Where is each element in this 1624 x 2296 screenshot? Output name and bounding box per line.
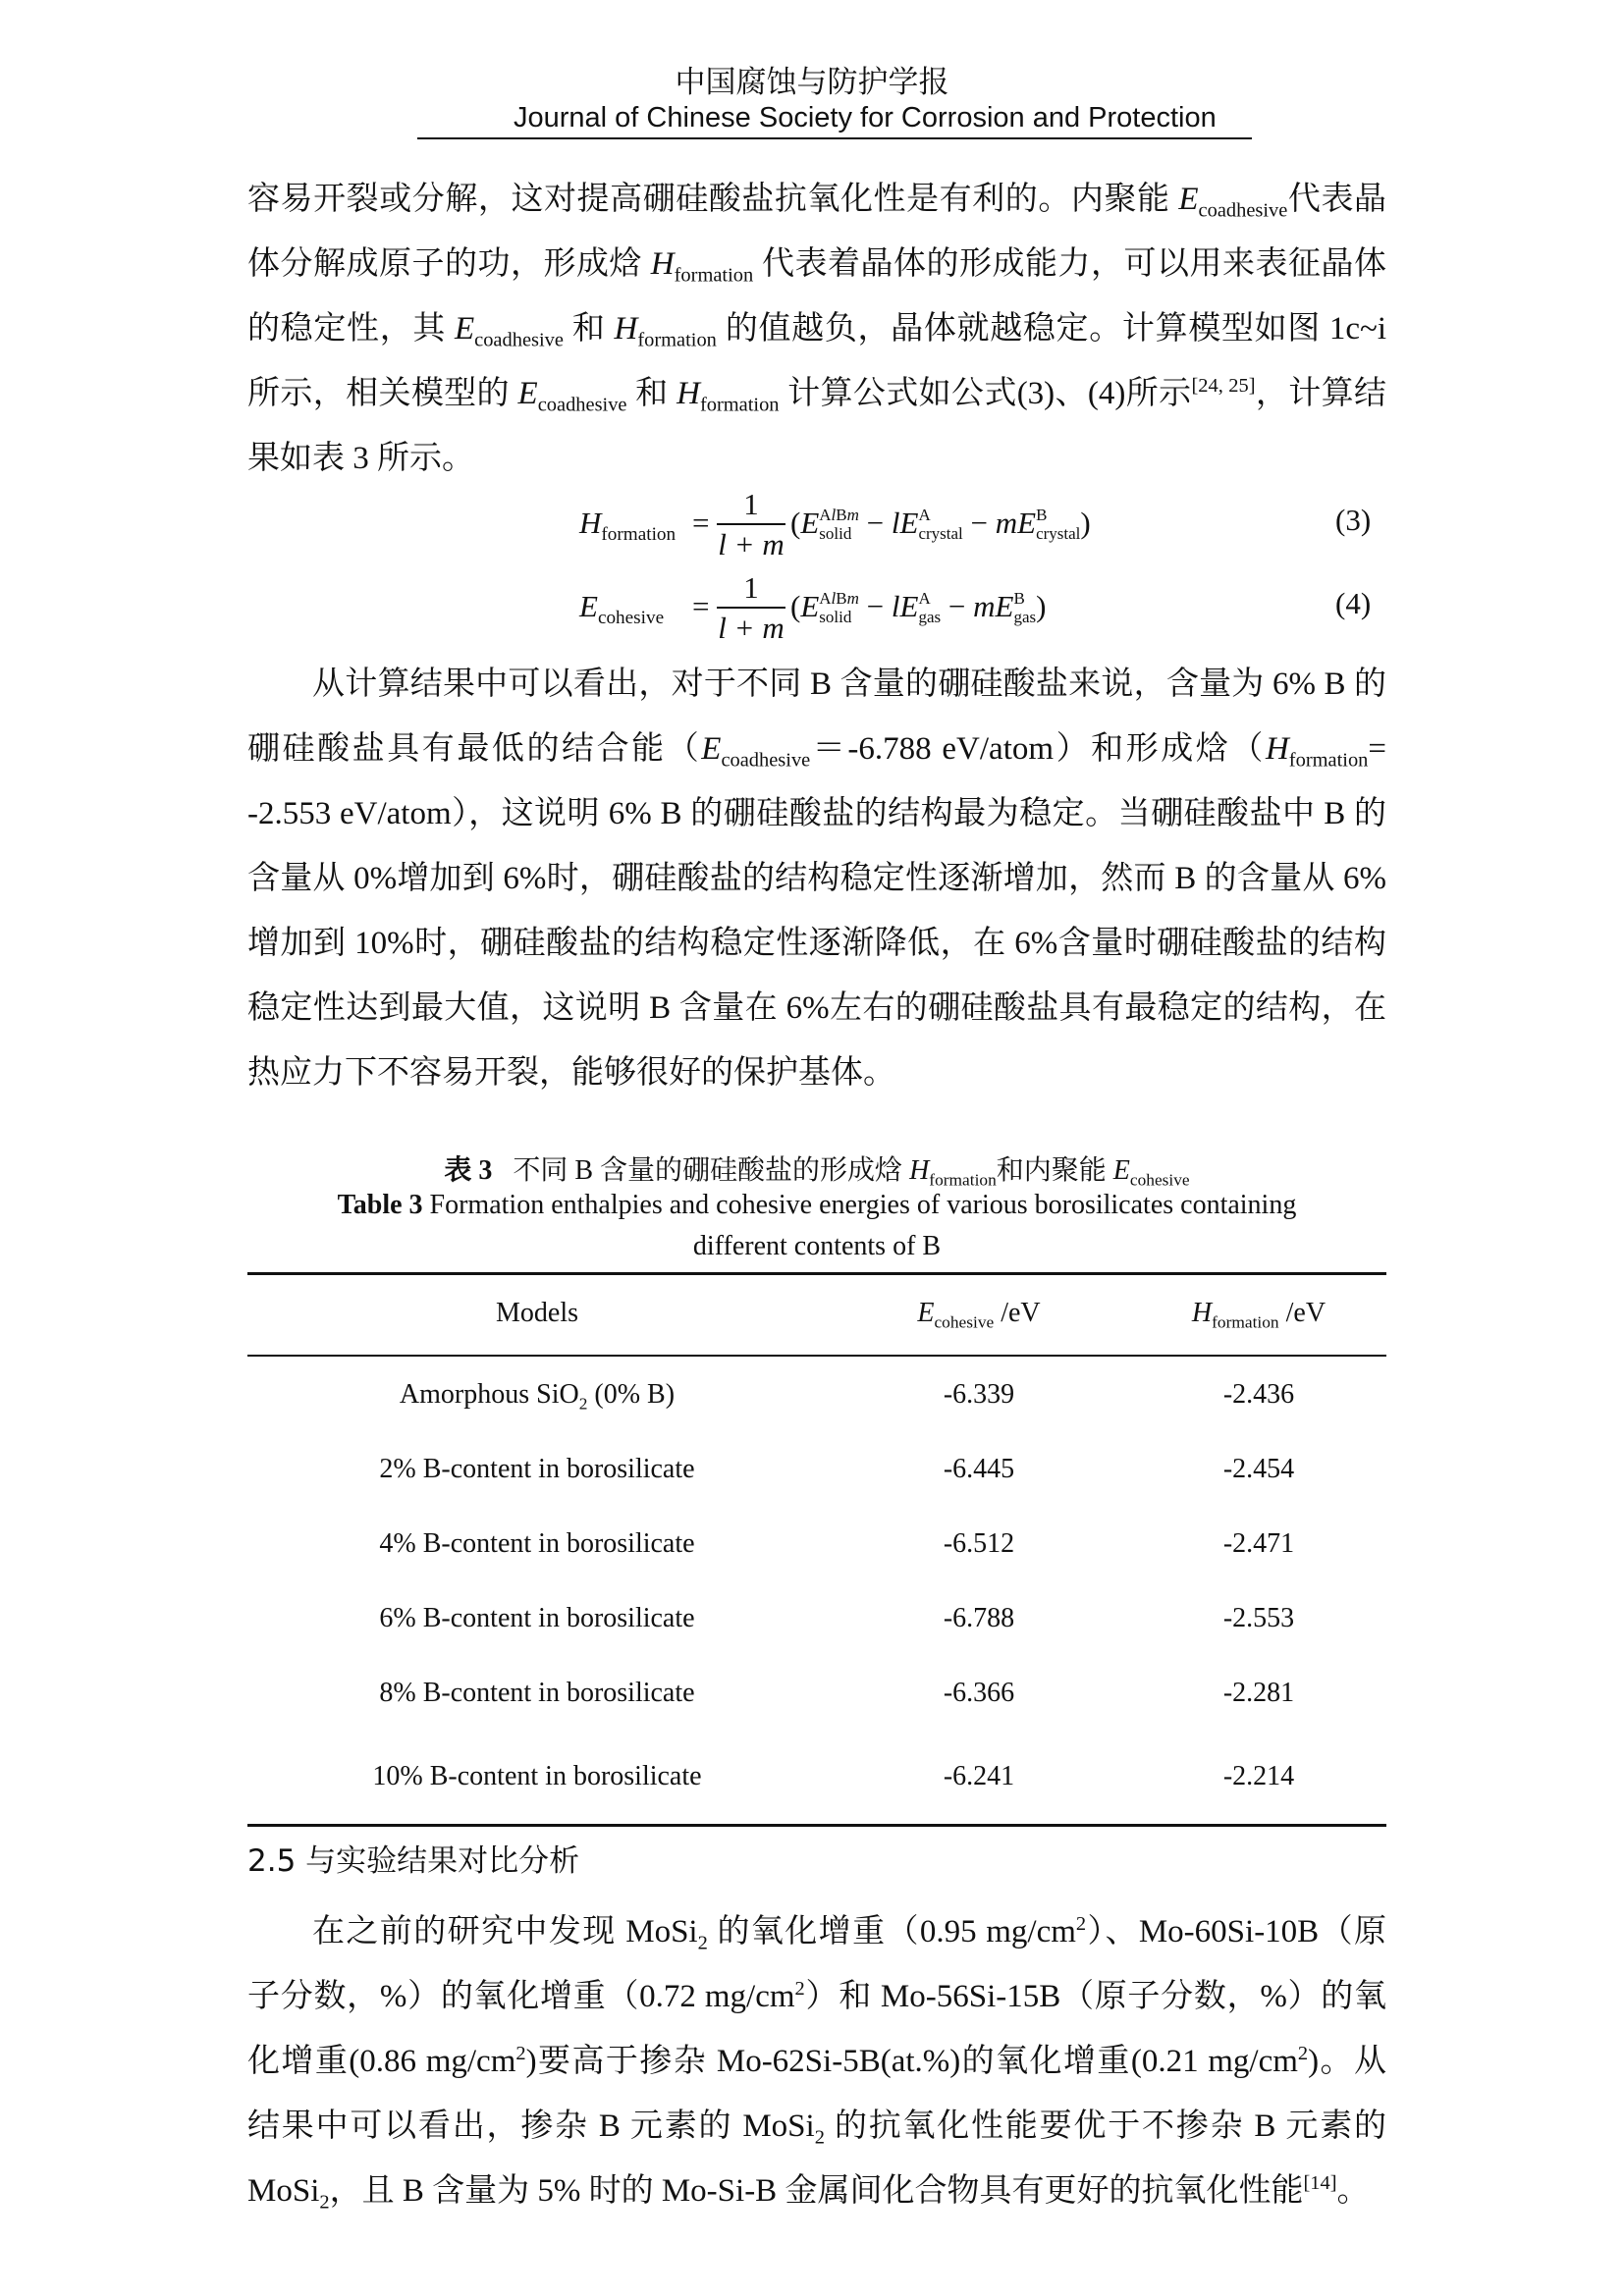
- numerator: 1: [717, 486, 785, 525]
- superscript: A: [819, 506, 832, 524]
- denominator: l + m: [718, 611, 785, 645]
- superscript: B: [1036, 506, 1048, 524]
- superscript: 2: [1297, 2043, 1309, 2064]
- subscript: cohesive: [1129, 1170, 1190, 1190]
- journal-title-english: Journal of Chinese Society for Corrosion and Protection: [514, 102, 1217, 133]
- symbol-e: E: [995, 589, 1014, 623]
- superscript: A: [918, 506, 931, 524]
- text-span: ）、Mo-60Si-10B（原子分数，%）的氧化增重（0.72 mg/cm: [247, 1914, 1386, 2014]
- table-row-cohesive: -6.445: [943, 1454, 1015, 1484]
- superscript: 2: [1075, 1913, 1087, 1935]
- sup-sub-stack: [819, 589, 859, 626]
- text-span: 的氧化增重（0.95 mg/cm: [707, 1914, 1076, 1949]
- text-span: 代表着晶体的形成能力，可以用来表征晶体的稳定性，其: [247, 246, 1387, 347]
- text-span: 。: [1336, 2173, 1370, 2209]
- table-caption-english-line-2: different contents of B: [692, 1231, 942, 1261]
- symbol-e: E: [899, 589, 919, 623]
- table-row-model: 4% B-content in borosilicate: [379, 1528, 695, 1559]
- paren: (: [790, 506, 801, 540]
- text-span: 的抗氧化性能要优于不掺杂 B 元素的 MoSi: [247, 2109, 1387, 2209]
- paragraph-results-discussion: [247, 652, 1386, 1105]
- sup-sub-stack: [1036, 506, 1080, 543]
- numerator: 1: [717, 569, 785, 609]
- table-header-cohesive: [827, 1298, 1131, 1332]
- sup-sub-stack: [918, 506, 962, 543]
- coefficient: l: [891, 506, 900, 540]
- superscript: 2: [794, 1978, 805, 2000]
- equation-number-4: (4): [1335, 586, 1372, 620]
- subscript-coadhesive: coadhesive: [1198, 199, 1288, 222]
- superscript: l: [831, 506, 837, 524]
- table-caption-chinese: [247, 1148, 1386, 1188]
- fraction: [717, 569, 785, 648]
- subscript: 2: [697, 1932, 708, 1954]
- symbol-e: E: [1178, 182, 1199, 217]
- text-span: 代表晶体分解成原子的功，形成焓: [247, 182, 1387, 282]
- coefficient: m: [995, 506, 1018, 540]
- equation-rhs: [790, 506, 1091, 543]
- text-span: 的值越负，晶体就越稳定。计算模型如图 1c~i 所示，相关模型的: [247, 311, 1387, 411]
- text-span: ＝-6.788 eV/atom）和形成焓（: [810, 731, 1266, 767]
- subscript-coadhesive: coadhesive: [474, 329, 564, 351]
- subscript-formation: formation: [699, 394, 780, 416]
- coefficient: m: [973, 589, 996, 623]
- fraction: [717, 486, 785, 564]
- symbol-h: H: [1265, 731, 1289, 767]
- unit: /eV: [994, 1298, 1041, 1328]
- symbol-e: E: [517, 376, 538, 411]
- table-bottom-rule: [247, 1824, 1386, 1827]
- table-row-cohesive: -6.339: [943, 1379, 1015, 1410]
- equation-number-3: (3): [1335, 503, 1372, 537]
- citation: [14]: [1303, 2172, 1337, 2194]
- unit: /eV: [1278, 1298, 1326, 1328]
- superscript: l: [831, 589, 837, 608]
- text-span: 和: [563, 311, 615, 347]
- table-row-model: 10% B-content in borosilicate: [372, 1761, 702, 1791]
- superscript: B: [836, 589, 847, 608]
- equals-sign: =: [692, 506, 710, 540]
- minus-sign: −: [858, 589, 892, 623]
- subscript: crystal: [1036, 524, 1081, 543]
- symbol-e: E: [1017, 506, 1037, 540]
- subscript: 2: [578, 1394, 588, 1414]
- table-top-rule: [247, 1272, 1386, 1275]
- text-span: ，计算结果如表 3 所示。: [247, 376, 1387, 476]
- table-row-cohesive: -6.241: [943, 1761, 1015, 1791]
- table-caption-english-line-1: [247, 1190, 1386, 1221]
- subscript: cohesive: [934, 1312, 995, 1332]
- superscript: m: [846, 589, 859, 608]
- paren: ): [1036, 589, 1047, 623]
- table-row-cohesive: -6.788: [943, 1603, 1015, 1633]
- table-row-formation: -2.454: [1222, 1454, 1295, 1484]
- subscript-formation: formation: [674, 264, 754, 287]
- symbol-e: E: [701, 731, 722, 767]
- subscript: solid: [819, 608, 852, 626]
- symbol-h: H: [1191, 1298, 1213, 1328]
- table-row-cohesive: -6.512: [943, 1528, 1015, 1559]
- text-span: Amorphous SiO: [399, 1379, 579, 1410]
- table-header-formation: [1131, 1298, 1386, 1332]
- symbol-h: H: [909, 1155, 930, 1186]
- sup-sub-stack: [918, 589, 941, 626]
- table-header-models: Models: [496, 1298, 578, 1328]
- section-heading: 2.5 与实验结果对比分析: [247, 1843, 580, 1879]
- coefficient: l: [891, 589, 900, 623]
- table-row-model: 8% B-content in borosilicate: [379, 1678, 695, 1708]
- text-span: 容易开裂或分解，这对提高硼硅酸盐抗氧化性是有利的。内聚能: [247, 182, 1179, 217]
- minus-sign: −: [941, 589, 974, 623]
- symbol-e: E: [899, 506, 919, 540]
- subscript: cohesive: [597, 608, 665, 629]
- table-row-cohesive: -6.366: [943, 1678, 1015, 1708]
- sup-sub-stack: [1013, 589, 1036, 626]
- table-label: Table 3: [337, 1190, 423, 1220]
- text-span: 和: [626, 376, 677, 411]
- text-span: Formation enthalpies and cohesive energies of various borosilicates containing: [422, 1190, 1297, 1220]
- table-row-model: 6% B-content in borosilicate: [379, 1603, 695, 1633]
- superscript: B: [1013, 589, 1025, 608]
- equation-lhs: [579, 589, 665, 629]
- subscript: formation: [929, 1170, 997, 1190]
- table-row-formation: -2.214: [1222, 1761, 1295, 1791]
- symbol-h: H: [650, 246, 675, 282]
- superscript: 2: [515, 2043, 526, 2064]
- superscript: B: [836, 506, 847, 524]
- text-span: 不同 B 含量的硼硅酸盐的形成焓: [513, 1155, 910, 1186]
- paren: (: [790, 589, 801, 623]
- text-span: 在之前的研究中发现 MoSi: [312, 1914, 698, 1949]
- equation-rhs: [790, 589, 1046, 626]
- symbol-h: H: [677, 376, 700, 411]
- symbol-e: E: [454, 311, 475, 347]
- equation-lhs: [579, 506, 677, 546]
- header-underline: [417, 137, 1252, 139]
- symbol-e: E: [1112, 1155, 1130, 1186]
- table-label: 表 3: [444, 1155, 493, 1186]
- symbol-e: E: [917, 1298, 935, 1328]
- table-row-formation: -2.281: [1222, 1678, 1295, 1708]
- superscript: A: [819, 589, 832, 608]
- subscript: gas: [1013, 608, 1037, 626]
- symbol-h: H: [614, 311, 638, 347]
- text-span: 从计算结果中可以看出，对于不同 B 含量的硼硅酸盐来说，含量为 6% B 的硼硅酸盐具有最低的结合能（: [247, 667, 1386, 767]
- paragraph-experimental-comparison: [247, 1899, 1386, 2223]
- subscript-formation: formation: [637, 329, 717, 351]
- table-row-model: 2% B-content in borosilicate: [379, 1454, 695, 1484]
- symbol-e: E: [800, 506, 820, 540]
- equals-sign: =: [692, 589, 710, 623]
- paren: ): [1080, 506, 1091, 540]
- superscript: A: [918, 589, 931, 608]
- symbol-e: E: [800, 589, 820, 623]
- table-header-rule: [247, 1355, 1386, 1357]
- text-span: )要高于掺杂 Mo-62Si-5B(at.%)的氧化增重(0.21 mg/cm: [525, 2044, 1298, 2079]
- table-row-formation: -2.436: [1222, 1379, 1295, 1410]
- text-span: 计算公式如公式(3)、(4)所示: [779, 376, 1192, 411]
- text-span: )。从结果中可以看出，掺杂 B 元素的 MoSi: [247, 2044, 1386, 2144]
- text-span: 和内聚能: [996, 1155, 1113, 1186]
- subscript: crystal: [918, 524, 963, 543]
- text-span: ）和 Mo-56Si-15B（原子分数，%）的氧化增重(0.86 mg/cm: [247, 1979, 1386, 2079]
- subscript: formation: [1212, 1312, 1279, 1332]
- denominator: l + m: [718, 527, 785, 561]
- minus-sign: −: [858, 506, 892, 540]
- symbol-h: H: [579, 506, 602, 540]
- table-row-formation: -2.553: [1222, 1603, 1295, 1633]
- subscript: 2: [814, 2126, 825, 2149]
- text-span: = -2.553 eV/atom），这说明 6% B 的硼硅酸盐的结构最为稳定。当硼硅酸盐中 B 的含量从 0%增加到 6%时，硼硅酸盐的结构稳定性逐渐增加，然而 B 的含量从 6%增加到 10%时，硼硅酸盐的结构稳定性逐渐降低，在 6%含量时硼硅酸盐的结构稳定性达到最大值，这说明 B 含量在 6%左右的硼硅酸盐具有最稳定的结构，在热应力下不容易开裂，能够很好的保护基体。: [247, 731, 1387, 1091]
- text-span: (0% B): [587, 1379, 676, 1410]
- subscript-coadhesive: coadhesive: [537, 394, 627, 416]
- subscript-coadhesive: coadhesive: [721, 749, 811, 772]
- paragraph-cohesive-energy-intro: [247, 167, 1386, 491]
- superscript: m: [846, 506, 859, 524]
- subscript: formation: [601, 524, 677, 546]
- subscript: 2: [319, 2191, 330, 2214]
- journal-title-chinese: 中国腐蚀与防护学报: [675, 65, 949, 100]
- table-row-model: [247, 1379, 827, 1414]
- sup-sub-stack: [819, 506, 859, 543]
- subscript-formation: formation: [1288, 749, 1369, 772]
- symbol-e: E: [579, 589, 598, 623]
- subscript: solid: [819, 524, 852, 543]
- subscript: gas: [918, 608, 942, 626]
- citation: [24, 25]: [1191, 375, 1256, 397]
- text-span: ，且 B 含量为 5% 时的 Mo-Si-B 金属间化合物具有更好的抗氧化性能: [329, 2173, 1304, 2209]
- minus-sign: −: [962, 506, 996, 540]
- table-row-formation: -2.471: [1222, 1528, 1295, 1559]
